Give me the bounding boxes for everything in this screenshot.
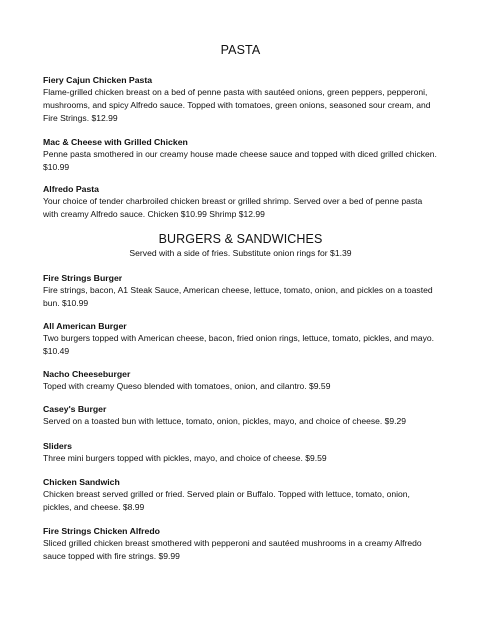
section-title-burgers-sandwiches: BURGERS & SANDWICHES (158, 232, 323, 246)
item-description: Served on a toasted bun with lettuce, tomato, onion, pickles, mayo, and choice of cheese. $9.29 (43, 416, 406, 426)
menu-item-all-american-burger (43, 320, 438, 358)
item-description: Penne pasta smothered in our creamy house made cheese sauce and topped with diced grilled chicken. $10.99 (43, 149, 437, 172)
item-name: Mac & Cheese with Grilled Chicken (43, 137, 188, 147)
item-description: Three mini burgers topped with pickles, mayo, and choice of cheese. $9.59 (43, 453, 327, 463)
item-name: Casey's Burger (43, 404, 107, 414)
item-name: All American Burger (43, 321, 127, 331)
section-subtitle: Served with a side of fries. Substitute onion rings for $1.39 (129, 248, 352, 258)
item-description: Your choice of tender charbroiled chicken breast or grilled shrimp. Served over a bed of penne pasta with creamy Alfredo sauce. Chicken $10.99 Shrimp $12.99 (43, 196, 423, 219)
menu-item-chicken-sandwich (43, 476, 438, 514)
item-name: Chicken Sandwich (43, 477, 120, 487)
item-name: Fire Strings Burger (43, 273, 123, 283)
item-description: Chicken breast served grilled or fried. Served plain or Buffalo. Topped with lettuce, tomato, onion, pickles, and cheese. $8.99 (43, 489, 410, 512)
menu-item-mac-cheese-grilled-chicken (43, 136, 438, 174)
item-description: Flame-grilled chicken breast on a bed of penne pasta with sautéed onions, green peppers, pepperoni, mushrooms, and spicy Alfredo sauce. Topped with tomatoes, green onions, seasoned sour cream, and Fire Strings. $12.99 (43, 87, 431, 123)
item-description: Fire strings, bacon, A1 Steak Sauce, American cheese, lettuce, tomato, onion, and pickles on a toasted bun. $10.99 (43, 285, 433, 308)
menu-item-sliders (43, 440, 438, 465)
item-name: Sliders (43, 441, 72, 451)
item-description: Sliced grilled chicken breast smothered with pepperoni and sautéed mushrooms in a creamy Alfredo sauce topped with fire strings. $9.99 (43, 538, 422, 561)
menu-item-caseys-burger (43, 403, 438, 428)
menu-item-fiery-cajun-chicken-pasta (43, 74, 438, 125)
menu-item-alfredo-pasta (43, 183, 438, 221)
item-description: Toped with creamy Queso blended with tomatoes, onion, and cilantro. $9.59 (43, 381, 331, 391)
item-name: Fire Strings Chicken Alfredo (43, 526, 160, 536)
menu-item-fire-strings-chicken-alfredo (43, 525, 438, 563)
item-name: Nacho Cheeseburger (43, 369, 131, 379)
item-name: Alfredo Pasta (43, 184, 100, 194)
item-description: Two burgers topped with American cheese, bacon, fried onion rings, lettuce, tomato, pickles, and mayo. $10.49 (43, 333, 434, 356)
menu-item-nacho-cheeseburger (43, 368, 438, 393)
menu-item-fire-strings-burger (43, 272, 438, 310)
section-title-pasta: PASTA (220, 43, 261, 57)
item-name: Fiery Cajun Chicken Pasta (43, 75, 153, 85)
